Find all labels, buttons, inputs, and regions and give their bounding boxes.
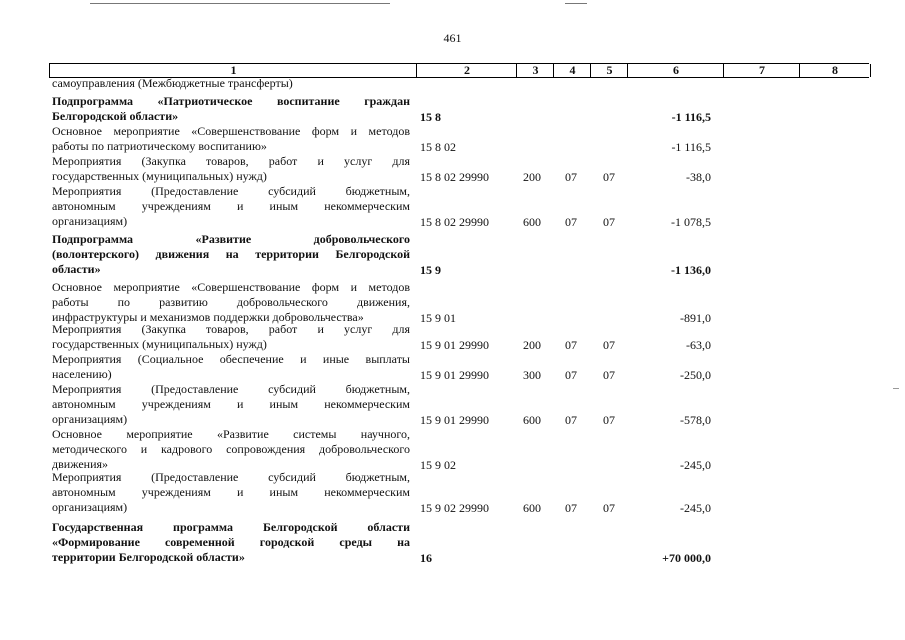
row-code: 16 bbox=[420, 551, 432, 565]
row-code: 15 9 bbox=[420, 263, 441, 277]
row-expense-type: 200 bbox=[523, 170, 541, 184]
row-description bbox=[52, 520, 410, 565]
header-col-8: 8 bbox=[799, 64, 871, 77]
row-description bbox=[52, 232, 410, 277]
row-description bbox=[52, 124, 410, 154]
row-expense-type: 600 bbox=[523, 501, 541, 515]
row-description-line: территории Белгородской области» bbox=[52, 550, 245, 564]
row-description-line: автономным учреждениям и иным некоммерческим bbox=[52, 397, 410, 411]
row-description-line: Мероприятия (Закупка товаров, работ и услуг для bbox=[52, 154, 410, 168]
row-description-line: Мероприятия (Социальное обеспечение и иные выплаты bbox=[52, 352, 410, 366]
row-description-line: «Формирование современной городской среды на bbox=[52, 535, 410, 549]
top-rule bbox=[90, 3, 390, 4]
row-subsection: 07 bbox=[603, 413, 615, 427]
row-description bbox=[52, 322, 410, 352]
row-code: 15 9 01 29990 bbox=[420, 368, 489, 382]
row-description bbox=[52, 470, 410, 515]
header-col-1: 1 bbox=[49, 64, 417, 77]
row-description-line: организациям) bbox=[52, 500, 128, 514]
row-description-line: области» bbox=[52, 262, 101, 276]
row-amount: -1 116,5 bbox=[671, 140, 711, 154]
row-description-line: инфраструктуры и механизмов поддержки добровольчества» bbox=[52, 310, 364, 324]
row-code: 15 8 bbox=[420, 110, 441, 124]
row-amount: -891,0 bbox=[680, 311, 711, 325]
row-subsection: 07 bbox=[603, 170, 615, 184]
row-code: 15 8 02 29990 bbox=[420, 215, 489, 229]
row-amount: -38,0 bbox=[686, 170, 711, 184]
row-description bbox=[52, 382, 410, 427]
row-description-line: Основное мероприятие «Совершенствование форм и методов bbox=[52, 124, 410, 138]
row-description-line: Государственная программа Белгородской области bbox=[52, 520, 410, 534]
row-amount: -245,0 bbox=[680, 501, 711, 515]
row-description bbox=[52, 427, 410, 472]
row-description bbox=[52, 76, 410, 91]
row-amount: -1 078,5 bbox=[671, 215, 711, 229]
row-description-line: Подпрограмма «Развитие добровольческого bbox=[52, 232, 410, 246]
row-description-line: Мероприятия (Предоставление субсидий бюджетным, bbox=[52, 470, 410, 484]
row-code: 15 9 01 bbox=[420, 311, 456, 325]
top-rule-small bbox=[565, 3, 587, 4]
header-col-5: 5 bbox=[590, 64, 628, 77]
row-section: 07 bbox=[565, 215, 577, 229]
row-description-line: Подпрограмма «Патриотическое воспитание граждан bbox=[52, 94, 410, 108]
row-description bbox=[52, 352, 410, 382]
row-description-line: населению) bbox=[52, 367, 112, 381]
row-description-line: движения» bbox=[52, 457, 109, 471]
row-code: 15 8 02 29990 bbox=[420, 170, 489, 184]
row-expense-type: 600 bbox=[523, 215, 541, 229]
page-number: 461 bbox=[443, 31, 462, 45]
row-description-line: автономным учреждениям и иным некоммерческим bbox=[52, 485, 410, 499]
row-code: 15 9 01 29990 bbox=[420, 338, 489, 352]
row-subsection: 07 bbox=[603, 338, 615, 352]
row-amount: -578,0 bbox=[680, 413, 711, 427]
header-col-2: 2 bbox=[416, 64, 517, 77]
row-description-line: самоуправления (Межбюджетные трансферты) bbox=[52, 76, 293, 90]
row-description-line: работы по развитию добровольческого движения, bbox=[52, 295, 410, 309]
row-section: 07 bbox=[565, 338, 577, 352]
row-description-line: организациям) bbox=[52, 412, 128, 426]
row-subsection: 07 bbox=[603, 368, 615, 382]
row-description-line: (волонтерского) движения на территории Белгородской bbox=[52, 247, 410, 261]
row-code: 15 9 01 29990 bbox=[420, 413, 489, 427]
margin-mark bbox=[893, 388, 899, 389]
row-description-line: организациям) bbox=[52, 214, 128, 228]
row-description-line: Основное мероприятие «Совершенствование форм и методов bbox=[52, 280, 410, 294]
row-description-line: государственных (муниципальных) нужд) bbox=[52, 337, 267, 351]
row-description-line: Белгородской области» bbox=[52, 109, 179, 123]
row-amount: -1 136,0 bbox=[671, 263, 711, 277]
row-description-line: Мероприятия (Закупка товаров, работ и услуг для bbox=[52, 322, 410, 336]
row-description bbox=[52, 184, 410, 229]
row-amount: +70 000,0 bbox=[662, 551, 711, 565]
header-col-6: 6 bbox=[627, 64, 724, 77]
row-code: 15 9 02 29990 bbox=[420, 501, 489, 515]
row-description-line: работы по патриотическому воспитанию» bbox=[52, 139, 267, 153]
row-subsection: 07 bbox=[603, 501, 615, 515]
row-description-line: Основное мероприятие «Развитие системы научного, bbox=[52, 427, 410, 441]
row-expense-type: 600 bbox=[523, 413, 541, 427]
row-amount: -1 116,5 bbox=[671, 110, 711, 124]
row-description-line: Мероприятия (Предоставление субсидий бюджетным, bbox=[52, 184, 410, 198]
row-section: 07 bbox=[565, 413, 577, 427]
row-description-line: методического и кадрового сопровождения добровольческого bbox=[52, 442, 410, 456]
row-section: 07 bbox=[565, 368, 577, 382]
row-description bbox=[52, 94, 410, 124]
row-section: 07 bbox=[565, 170, 577, 184]
row-code: 15 8 02 bbox=[420, 140, 456, 154]
row-amount: -63,0 bbox=[686, 338, 711, 352]
header-col-7: 7 bbox=[723, 64, 800, 77]
row-description-line: государственных (муниципальных) нужд) bbox=[52, 169, 267, 183]
row-expense-type: 300 bbox=[523, 368, 541, 382]
header-col-3: 3 bbox=[516, 64, 554, 77]
row-description-line: автономным учреждениям и иным некоммерческим bbox=[52, 199, 410, 213]
header-col-4: 4 bbox=[553, 64, 591, 77]
row-amount: -245,0 bbox=[680, 458, 711, 472]
row-description-line: Мероприятия (Предоставление субсидий бюджетным, bbox=[52, 382, 410, 396]
row-code: 15 9 02 bbox=[420, 458, 456, 472]
row-description bbox=[52, 154, 410, 184]
row-expense-type: 200 bbox=[523, 338, 541, 352]
row-amount: -250,0 bbox=[680, 368, 711, 382]
row-section: 07 bbox=[565, 501, 577, 515]
row-description bbox=[52, 280, 410, 325]
row-subsection: 07 bbox=[603, 215, 615, 229]
